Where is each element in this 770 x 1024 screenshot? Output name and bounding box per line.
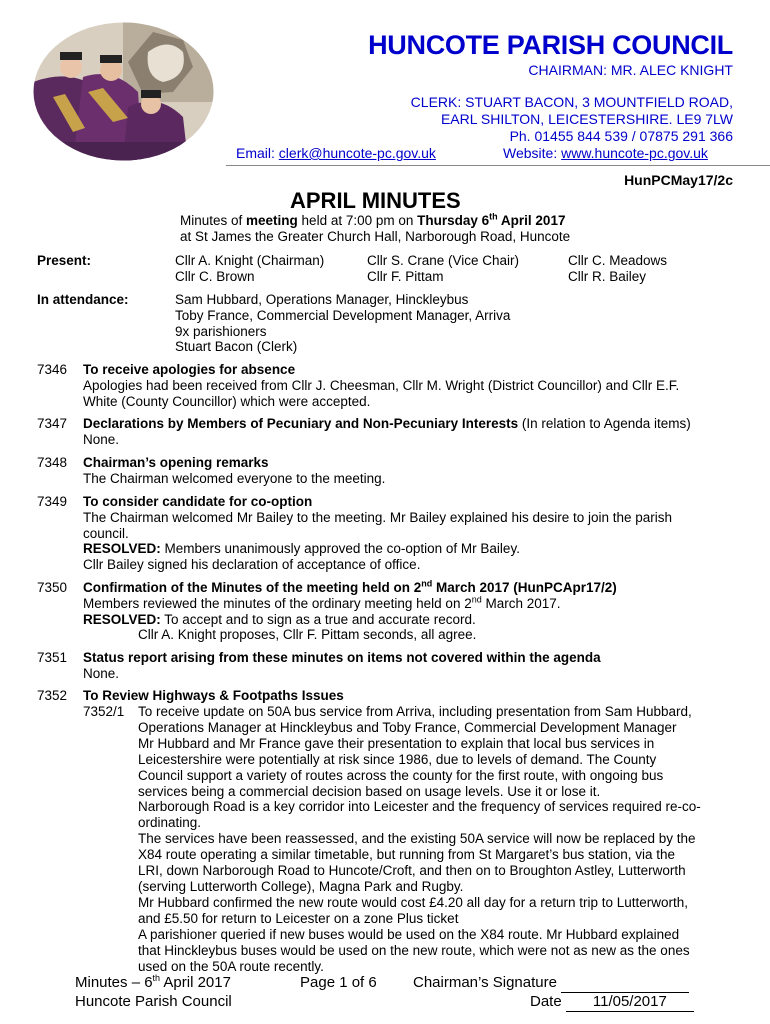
attendance-list: Sam Hubbard, Operations Manager, Hinckleybus Toby France, Commercial Development Manager, Arriva 9x parishioners Stuart Bacon (Clerk) bbox=[175, 292, 511, 355]
item-number: 7350 bbox=[37, 580, 68, 595]
footer-signature: Chairman’s Signature bbox=[413, 973, 689, 993]
item-number: 7346 bbox=[37, 362, 68, 377]
chairman-line: CHAIRMAN: MR. ALEC KNIGHT bbox=[528, 62, 733, 78]
document-title: APRIL MINUTES bbox=[290, 188, 461, 213]
footer-date: Date 11/05/2017 bbox=[530, 992, 694, 1012]
website-link[interactable]: www.huncote-pc.gov.uk bbox=[561, 145, 708, 161]
meeting-intro: Minutes of meeting held at 7:00 pm on Thursday 6th April 2017 at St James the Greater Church Hall, Narborough Road, Huncote bbox=[180, 211, 571, 244]
item-7349: To consider candidate for co-option The Chairman welcomed Mr Bailey to the meeting. Mr Bailey explained his desire to join the parish council. RESOLVED: Members unanimously approved the co-option of Mr Bailey. Cllr Bailey signed his declaration of acceptance of office. bbox=[83, 494, 673, 573]
signature-date: 11/05/2017 bbox=[566, 992, 694, 1012]
signature-line bbox=[561, 973, 689, 993]
item-7350: Confirmation of the Minutes of the meeting held on 2nd March 2017 (HunPCApr17/2) Members reviewed the minutes of the ordinary meeting held on 2nd March 2017. RESOLVED: To accept and to sign as a true and accurate record. Cllr A. Knight proposes, Cllr F. Pittam seconds, all agree. bbox=[83, 578, 617, 643]
sub-item-number: 7352/1 bbox=[83, 704, 125, 719]
page-number: Page 1 of 6 bbox=[300, 974, 377, 991]
item-7352-body: To receive update on 50A bus service from Arriva, including presentation from Sam Hubbard, Operations Manager at Hinckleybus and Toby France, Commercial Development Manager Mr Hubbard and Mr France gave their presentation to explain that local bus services in Leicestershire were potentially at risk since 1986, due to levels of demand. The County Council support a variety of routes across the county for the first route, with ongoing bus services being a commercial decision based on usage levels. Use it or lose it. Narborough Road is a key corridor into Leicester and the frequency of services required re-co- ordinating. The services have been reassessed, and the existing 50A service will now be replaced by the X84 route operating a similar timetable, but running from St Margaret’s bus station, via the LRI, down Narborough Road to Huncote/Croft, and then on to Broughton Astley, Lutterworth (serving Lutterworth College), Magna Park and Rugby. Mr Hubbard confirmed the new route would cost £4.20 all day for a return trip to Lutterworth, and £5.50 for return to Leicester on a zone Plus ticket A parishioner queried if new buses would be used on the X84 route. Mr Hubbard explained that Hinckleybus buses would be used on the new route, which were not as new as the ones used on the 50A route recently. bbox=[138, 704, 701, 974]
item-7352-heading: To Review Highways & Footpaths Issues bbox=[83, 688, 344, 703]
item-7351: Status report arising from these minutes on items not covered within the agenda None. bbox=[83, 650, 601, 681]
present-col1: Cllr A. Knight (Chairman) Cllr C. Brown bbox=[175, 253, 325, 284]
header-divider bbox=[226, 165, 770, 166]
footer-minutes: Minutes – 6th April 2017 Huncote Parish Council bbox=[75, 973, 232, 1010]
council-name: HUNCOTE PARISH COUNCIL bbox=[368, 30, 733, 60]
item-number: 7352 bbox=[37, 688, 68, 703]
present-col3: Cllr C. Meadows Cllr R. Bailey bbox=[568, 253, 668, 284]
email-link[interactable]: clerk@huncote-pc.gov.uk bbox=[278, 145, 436, 161]
clerk-address: CLERK: STUART BACON, 3 MOUNTFIELD ROAD, EARL SHILTON, LEICESTERSHIRE. LE9 7LW Ph. 01455 844 539 / 07875 291 366 bbox=[410, 94, 733, 144]
item-number: 7351 bbox=[37, 650, 68, 665]
item-7346: To receive apologies for absence Apologies had been received from Cllr J. Cheesman, Cllr M. Wright (District Councillor) and Cllr E.F. White (County Councillor) which were accepted. bbox=[83, 362, 680, 409]
attendance-label: In attendance: bbox=[37, 292, 129, 307]
present-label: Present: bbox=[37, 253, 92, 268]
item-number: 7348 bbox=[37, 455, 68, 470]
document-reference: HunPCMay17/2c bbox=[624, 172, 733, 188]
item-7348: Chairman’s opening remarks The Chairman welcomed everyone to the meeting. bbox=[83, 455, 386, 486]
council-logo-image bbox=[33, 22, 214, 161]
present-col2: Cllr S. Crane (Vice Chair) Cllr F. Pittam bbox=[367, 253, 520, 284]
item-7347: Declarations by Members of Pecuniary and Non-Pecuniary Interests (In relation to Agenda items) None. bbox=[83, 416, 691, 447]
item-number: 7349 bbox=[37, 494, 68, 509]
item-number: 7347 bbox=[37, 416, 68, 431]
contact-line: Email: clerk@huncote-pc.gov.uk Website: www.huncote-pc.gov.uk bbox=[236, 145, 708, 161]
